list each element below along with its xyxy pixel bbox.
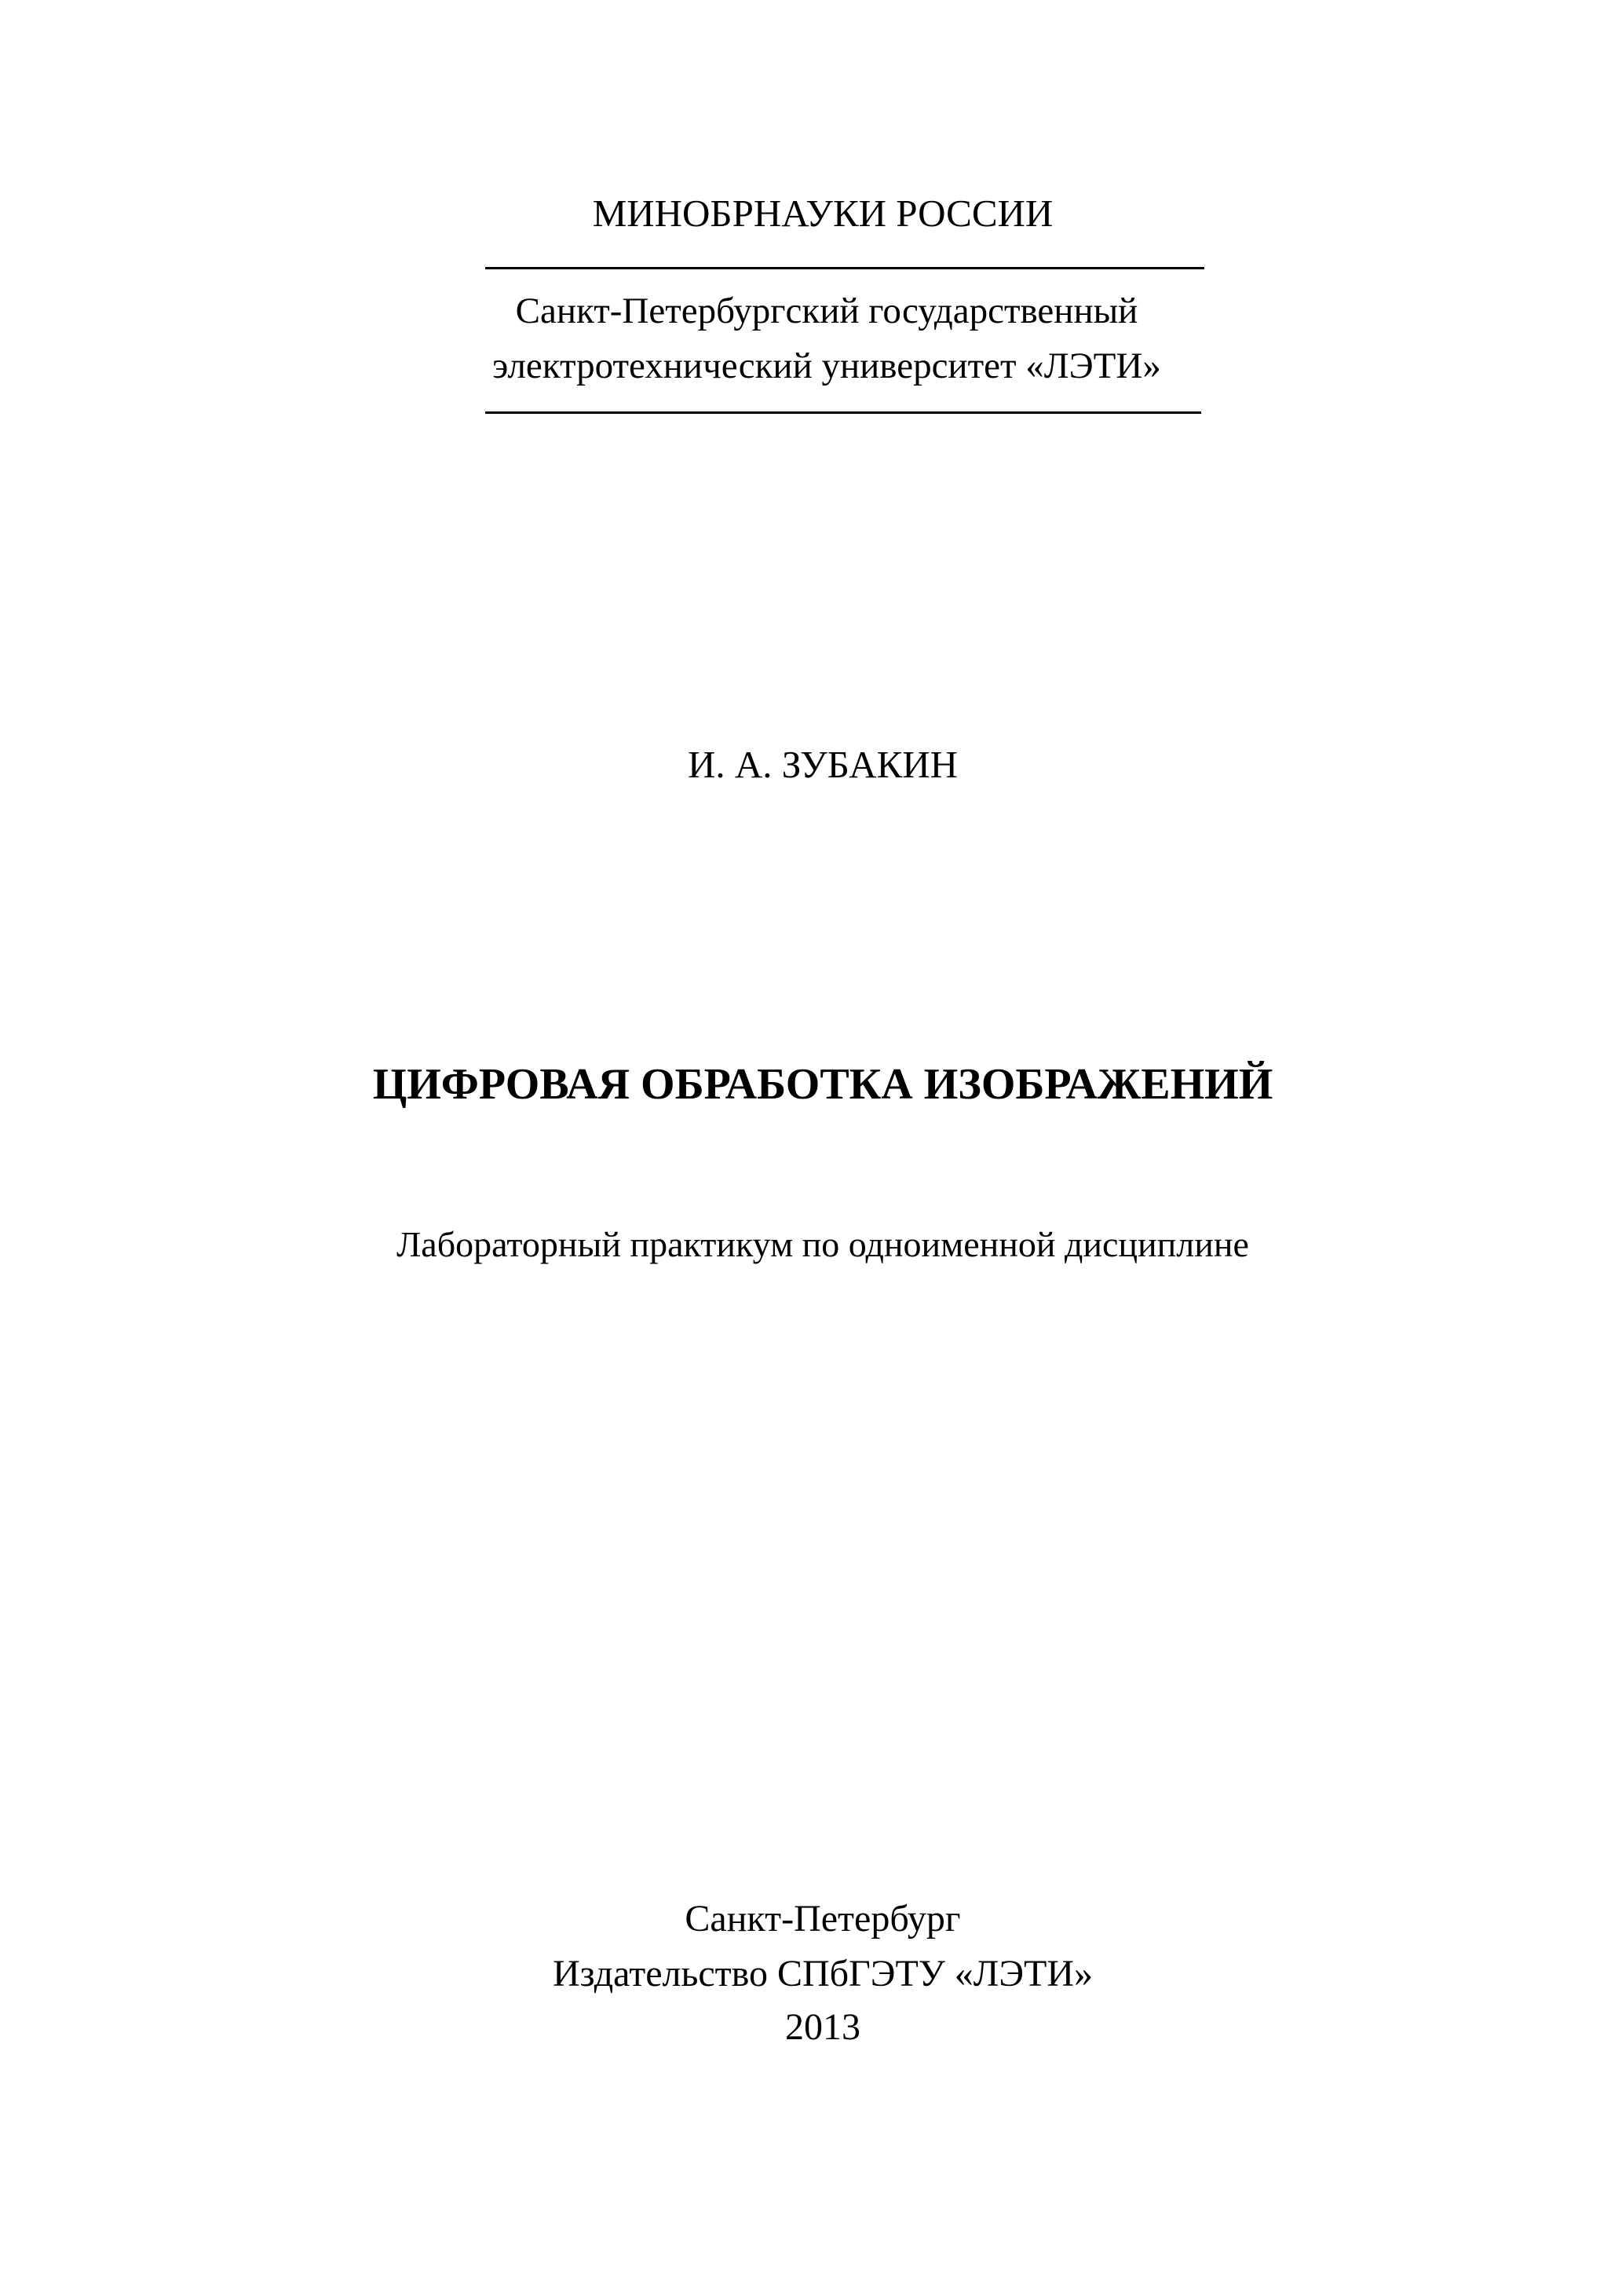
header-divider-top <box>485 267 1204 269</box>
book-title: ЦИФРОВАЯ ОБРАБОТКА ИЗОБРАЖЕНИЙ <box>372 1060 1273 1109</box>
university-name-line-2: электротехнический университет «ЛЭТИ» <box>492 345 1161 386</box>
book-subtitle: Лабораторный практикум по одноименной дисциплине <box>396 1224 1249 1264</box>
ministry-name: МИНОБРНАУКИ РОССИИ <box>592 192 1054 235</box>
imprint-year: 2013 <box>785 2006 860 2048</box>
imprint-city: Санкт-Петербург <box>685 1898 961 1940</box>
university-name-line-1: Санкт-Петербургский государственный <box>515 291 1138 331</box>
author-name: И. А. ЗУБАКИН <box>687 743 959 786</box>
imprint-publisher: Издательство СПбГЭТУ «ЛЭТИ» <box>552 1953 1094 1994</box>
header-divider-bottom <box>485 411 1201 414</box>
